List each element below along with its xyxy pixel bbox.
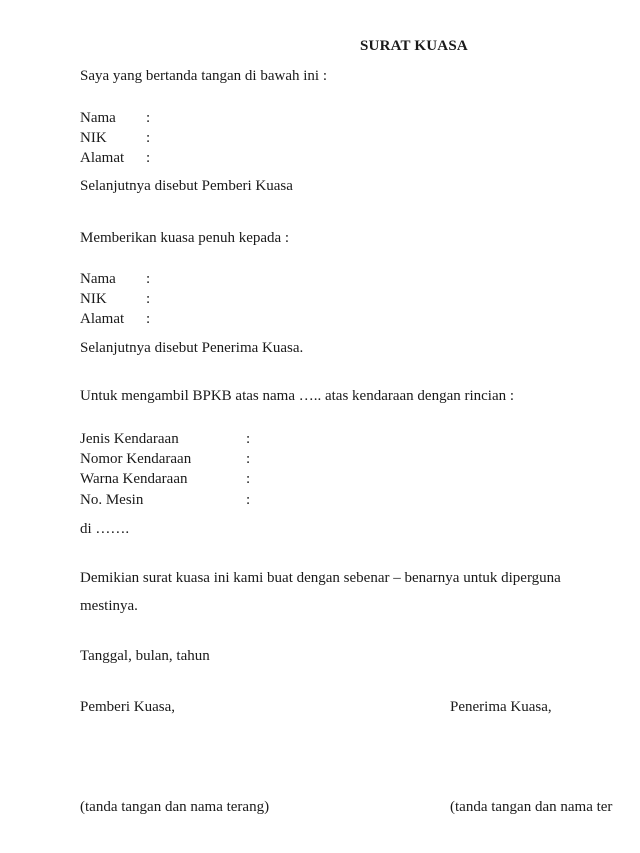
signature-right-title: Penerima Kuasa, bbox=[450, 699, 552, 715]
vehicle-colon-jenis: : bbox=[246, 431, 251, 447]
statement-line-1: Demikian surat kuasa ini kami buat dengan sebenar – benarnya untuk diperguna bbox=[80, 570, 561, 586]
document-title: SURAT KUASA bbox=[360, 38, 468, 54]
pemberi-colon-alamat: : bbox=[146, 150, 151, 166]
signature-left-note: (tanda tangan dan nama terang) bbox=[80, 799, 270, 815]
vehicle-colon-mesin: : bbox=[246, 492, 251, 508]
pemberi-label-nik: NIK bbox=[80, 130, 107, 146]
date-line: Tanggal, bulan, tahun bbox=[80, 648, 210, 664]
penerima-label-nama: Nama bbox=[80, 271, 116, 287]
vehicle-label-mesin: No. Mesin bbox=[80, 492, 144, 508]
pemberi-colon-nama: : bbox=[146, 110, 151, 126]
pemberi-label-alamat: Alamat bbox=[80, 150, 125, 166]
penerima-label-alamat: Alamat bbox=[80, 311, 125, 327]
penerima-label-nik: NIK bbox=[80, 291, 107, 307]
vehicle-label-nomor: Nomor Kendaraan bbox=[80, 451, 192, 467]
purpose-text: Untuk mengambil BPKB atas nama ….. atas kendaraan dengan rincian : bbox=[80, 388, 515, 404]
vehicle-label-warna: Warna Kendaraan bbox=[80, 471, 188, 487]
pemberi-closing: Selanjutnya disebut Pemberi Kuasa bbox=[80, 178, 293, 194]
statement-line-2: mestinya. bbox=[80, 598, 138, 614]
signature-left-title: Pemberi Kuasa, bbox=[80, 699, 175, 715]
penerima-colon-alamat: : bbox=[146, 311, 151, 327]
pemberi-colon-nik: : bbox=[146, 130, 151, 146]
vehicle-location: di ……. bbox=[80, 521, 130, 537]
signature-right-note: (tanda tangan dan nama ter bbox=[450, 799, 613, 815]
penerima-colon-nik: : bbox=[146, 291, 151, 307]
penerima-closing: Selanjutnya disebut Penerima Kuasa. bbox=[80, 340, 304, 356]
penerima-colon-nama: : bbox=[146, 271, 151, 287]
vehicle-colon-warna: : bbox=[246, 471, 251, 487]
vehicle-colon-nomor: : bbox=[246, 451, 251, 467]
pemberi-label-nama: Nama bbox=[80, 110, 116, 126]
vehicle-label-jenis: Jenis Kendaraan bbox=[80, 431, 179, 447]
intro-text: Saya yang bertanda tangan di bawah ini : bbox=[80, 68, 328, 84]
grant-text: Memberikan kuasa penuh kepada : bbox=[80, 230, 290, 246]
